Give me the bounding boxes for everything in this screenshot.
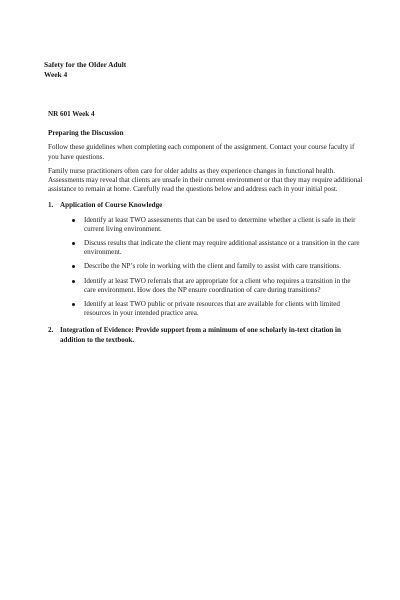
question-section-1 <box>48 201 364 318</box>
context-paragraph: Family nurse practitioners often care for older adults as they experience changes in functional health. Assessments may reveal that clients are unsafe in their current environment or that they may require additional assistance to remain at home. Carefully read the questions below and address each in your initial post. <box>48 166 363 194</box>
list-item-text: Describe the NP’s role in working with the client and family to assist with care transitions. <box>84 262 341 271</box>
document-week: Week 4 <box>44 69 68 79</box>
bullet-icon <box>72 265 75 268</box>
section-heading: Preparing the Discussion <box>48 129 124 138</box>
intro-paragraph: Follow these guidelines when completing each component of the assignment. Contact your course faculty if you have questions. <box>48 143 355 161</box>
document-body <box>46 110 364 345</box>
bullet-icon <box>72 242 75 245</box>
section-number: 1. <box>48 201 54 210</box>
list-item <box>60 262 364 271</box>
list-item <box>60 216 364 234</box>
bullet-icon <box>72 303 75 306</box>
list-item-text: Identify at least TWO assessments that can be used to determine whether a client is safe in their current living environment. <box>84 215 356 233</box>
course-code: NR 601 Week 4 <box>48 110 95 118</box>
bullet-icon <box>72 280 75 283</box>
bullet-icon <box>72 219 75 222</box>
list-item <box>60 300 364 318</box>
question-section-2 <box>48 326 364 344</box>
list-item <box>60 277 364 295</box>
section-title: Integration of Evidence: Provide support from a minimum of one scholarly in-text citation in addition to the textbook. <box>60 326 341 344</box>
question-list <box>46 201 364 344</box>
document-title: Safety for the Older Adult <box>44 60 127 69</box>
list-item-text: Discuss results that indicate the client may require additional assistance or a transition in the care environment. <box>84 239 360 257</box>
bullet-list <box>60 216 364 319</box>
section-number: 2. <box>48 326 54 335</box>
section-title: Application of Course Knowledge <box>60 201 163 210</box>
list-item-text: Identify at least TWO referrals that are appropriate for a client who requires a transition in the care environment. How does the NP ensure coordination of care during transitions? <box>84 276 351 294</box>
list-item-text: Identify at least TWO public or private resources that are available for clients with limited resources in your intended practice area. <box>84 300 340 318</box>
list-item <box>60 239 364 257</box>
document-header <box>44 60 126 79</box>
